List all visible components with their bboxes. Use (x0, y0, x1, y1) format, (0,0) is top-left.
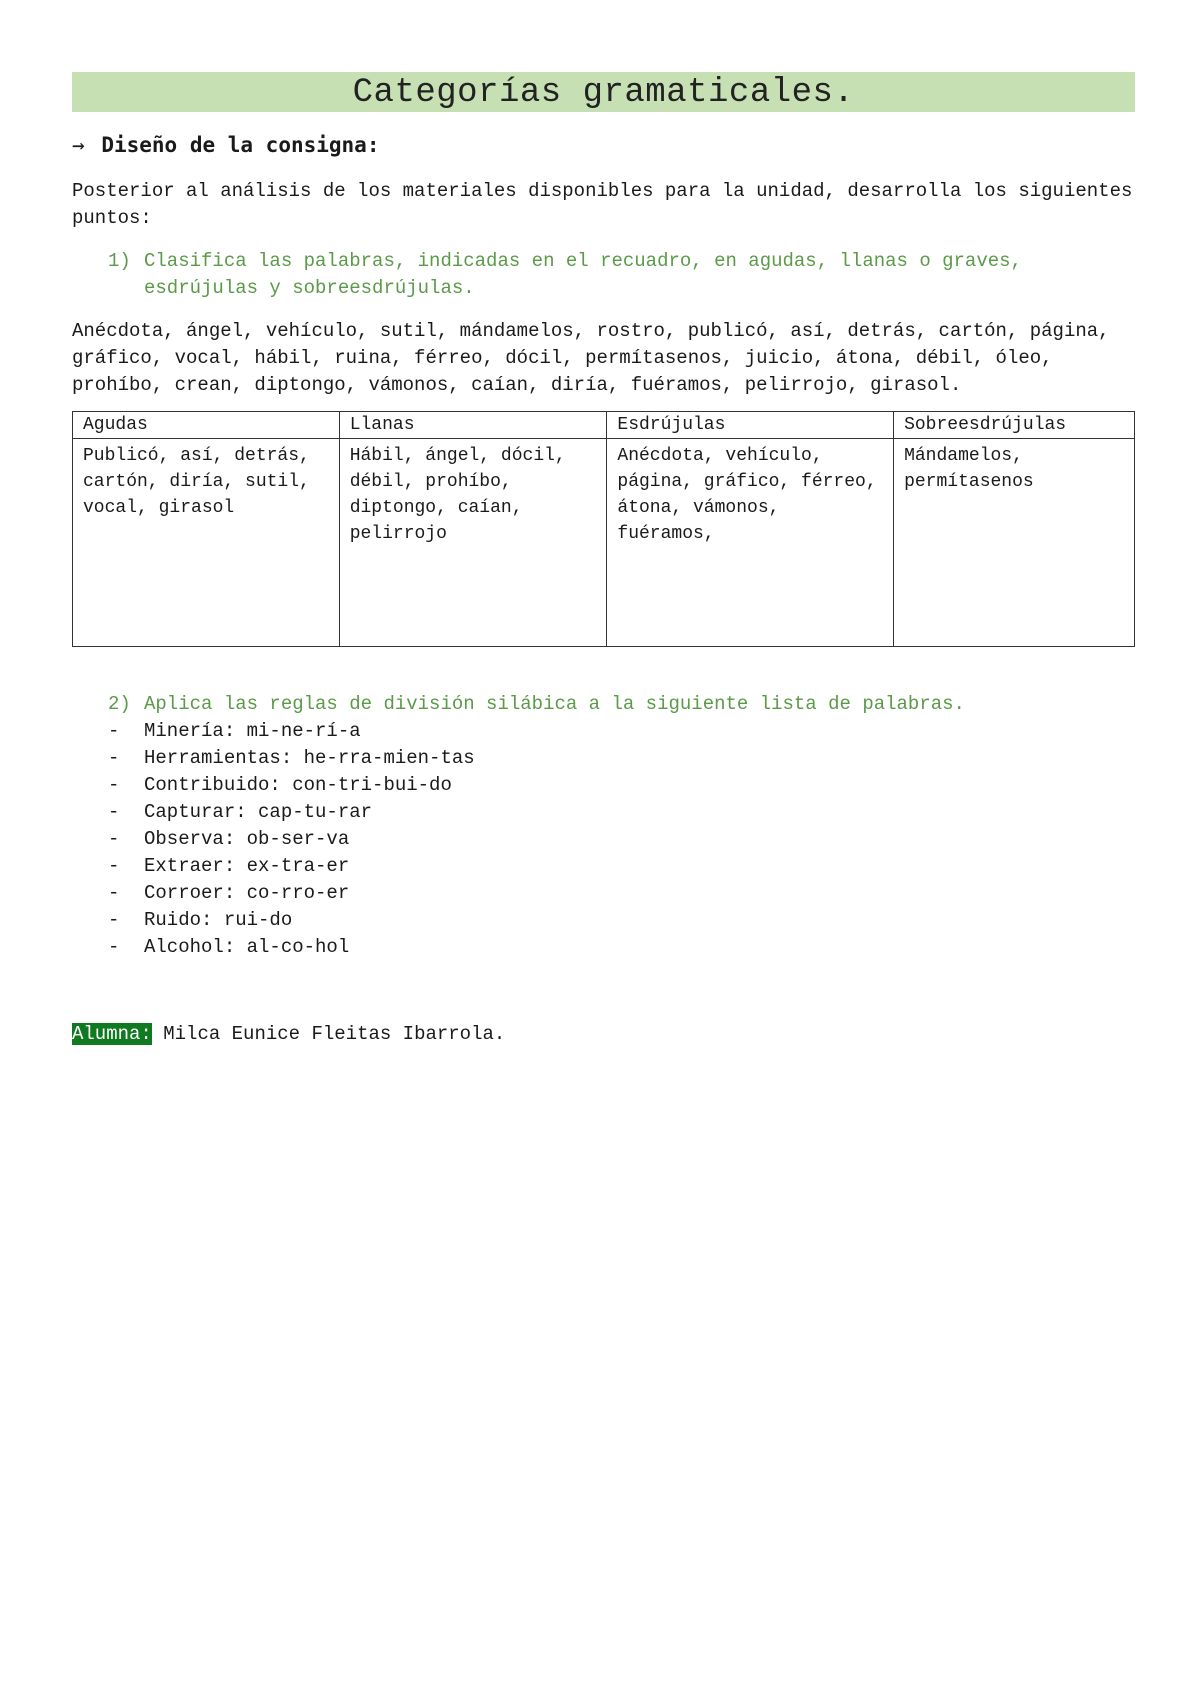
list-item (72, 745, 1135, 772)
list-item (72, 826, 1135, 853)
instruction-1-text: Clasifica las palabras, indicadas en el recuadro, en agudas, llanas o graves, esdrújulas y sobreesdrújulas. (144, 250, 1022, 299)
list-bullet: - (108, 936, 120, 958)
header-esdrujulas: Esdrújulas (607, 412, 894, 439)
intro-paragraph: Posterior al análisis de los materiales disponibles para la unidad, desarrolla los siguientes puntos: (72, 180, 1144, 229)
header-llanas: Llanas (339, 412, 607, 439)
list-item (72, 799, 1135, 826)
list-item (72, 907, 1135, 934)
list-bullet: - (108, 774, 120, 796)
list-item-text: Ruido: rui-do (144, 909, 293, 931)
instruction-1 (72, 248, 1135, 302)
cell-sobreesdrujulas: Mándamelos, permítasenos (894, 439, 1135, 647)
list-bullet: - (108, 747, 120, 769)
list-item (72, 772, 1135, 799)
list-bullet: - (108, 855, 120, 877)
table-row (73, 439, 1135, 647)
list-bullet: - (108, 909, 120, 931)
list-item-text: Capturar: cap-tu-rar (144, 801, 373, 823)
list-item (72, 718, 1135, 745)
author-line (72, 1021, 1135, 1048)
list-item (72, 880, 1135, 907)
table-header-row (73, 412, 1135, 439)
list-item-text: Minería: mi-ne-rí-a (144, 720, 361, 742)
header-agudas: Agudas (73, 412, 340, 439)
list-bullet: - (108, 882, 120, 904)
list-item-text: Extraer: ex-tra-er (144, 855, 350, 877)
list-item-text: Herramientas: he-rra-mien-tas (144, 747, 475, 769)
classification-table (72, 411, 1135, 647)
list-item-text: Corroer: co-rro-er (144, 882, 350, 904)
list-item-text: Contribuido: con-tri-bui-do (144, 774, 452, 796)
arrow-right-icon: → (72, 133, 85, 157)
page-title: Categorías gramaticales. (72, 72, 1135, 112)
instruction-2-number: 2) (108, 693, 131, 715)
author-name: Milca Eunice Fleitas Ibarrola. (163, 1023, 506, 1045)
instruction-2-text: Aplica las reglas de división silábica a la siguiente lista de palabras. (144, 693, 965, 715)
list-item (72, 853, 1135, 880)
cell-llanas: Hábil, ángel, dócil, débil, prohíbo, diptongo, caían, pelirrojo (339, 439, 607, 647)
header-sobreesdrujulas: Sobreesdrújulas (894, 412, 1135, 439)
cell-esdrujulas: Anécdota, vehículo, página, gráfico, férreo, átona, vámonos, fuéramos, (607, 439, 894, 647)
list-bullet: - (108, 801, 120, 823)
syllable-division-list (72, 718, 1135, 961)
section-heading-text: Diseño de la consigna: (101, 133, 380, 157)
author-label: Alumna: (72, 1023, 152, 1045)
list-item-text: Alcohol: al-co-hol (144, 936, 350, 958)
word-list: Anécdota, ángel, vehículo, sutil, mándamelos, rostro, publicó, así, detrás, cartón, página, gráfico, vocal, hábil, ruina, férreo, dócil, permítasenos, juicio, átona, débil, óleo, prohíbo, crean, diptongo, vámonos, caían, diría, fuéramos, pelirrojo, girasol. (72, 320, 1110, 396)
instruction-1-number: 1) (108, 250, 131, 272)
instruction-2 (72, 691, 1135, 718)
list-item (72, 934, 1135, 961)
list-bullet: - (108, 720, 120, 742)
list-item-text: Observa: ob-ser-va (144, 828, 350, 850)
document-page (72, 72, 1144, 1048)
list-bullet: - (108, 828, 120, 850)
cell-agudas: Publicó, así, detrás, cartón, diría, sutil, vocal, girasol (73, 439, 340, 647)
section-heading (72, 132, 1135, 158)
